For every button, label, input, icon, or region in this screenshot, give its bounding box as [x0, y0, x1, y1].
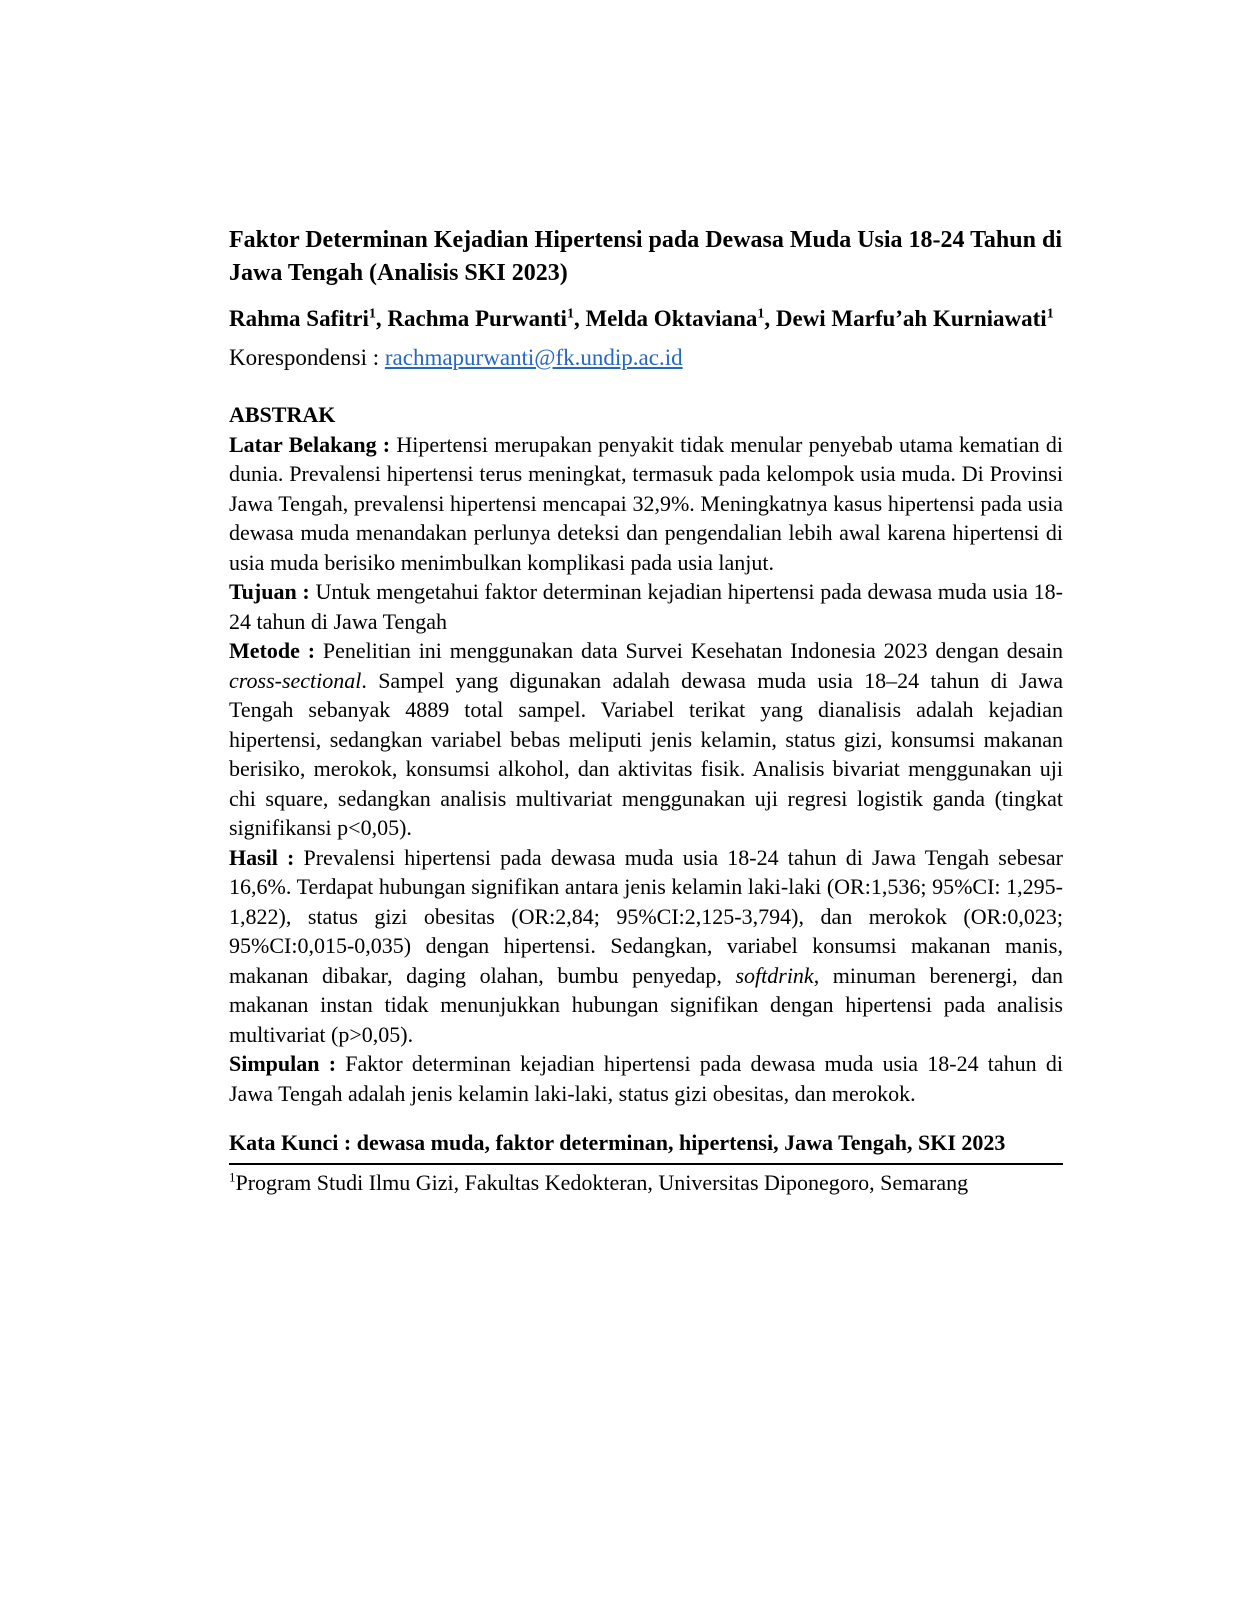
author-affiliation-superscript: 1	[757, 306, 765, 322]
abstract-heading: ABSTRAK	[229, 402, 336, 427]
section-text: . Sampel yang digunakan adalah dewasa muda usia 18–24 tahun di Jawa Tengah sebanyak 4889 total sampel. Variabel terikat yang dianalisis adalah kejadian hipertensi, sedangkan variabel bebas meliputi jenis kelamin, status gizi, konsumsi makanan berisiko, merokok, konsumsi alkohol, dan aktivitas fisik. Analisis bivariat menggunakan uji chi square, sedangkan analisis multivariat menggunakan uji regresi logistik ganda (tingkat signifikansi p<0,05).	[229, 667, 1063, 840]
correspondence-email-link[interactable]: rachmapurwanti@fk.undip.ac.id	[384, 345, 683, 370]
paper-title: Faktor Determinan Kejadian Hipertensi pada Dewasa Muda Usia 18-24 Tahun di Jawa Tengah (Analisis SKI 2023)	[229, 227, 1062, 286]
section-label: Simpulan :	[229, 1051, 346, 1076]
author-affiliation-superscript: 1	[1046, 306, 1054, 322]
section-text: Faktor determinan kejadian hipertensi pada dewasa muda usia 18-24 tahun di Jawa Tengah adalah jenis kelamin laki-laki, status gizi obesitas, dan merokok.	[229, 1051, 1063, 1106]
abstract-methods-paragraph	[229, 636, 1063, 843]
authors-line	[229, 304, 1063, 334]
section-text: Hipertensi merupakan penyakit tidak menular penyebab utama kematian di dunia. Prevalensi hipertensi terus meningkat, termasuk pada kelompok usia muda. Di Provinsi Jawa Tengah, prevalensi hipertensi mencapai 32,9%. Meningkatnya kasus hipertensi pada usia dewasa muda menandakan perlunya deteksi dan pengendalian lebih awal karena hipertensi di usia muda berisiko menimbulkan komplikasi pada usia lanjut.	[229, 431, 1063, 575]
footnote-separator	[229, 1163, 1063, 1165]
author-name: Dewi Marfu’ah Kurniawati	[775, 306, 1047, 331]
correspondence-line	[229, 343, 1063, 373]
section-text: Untuk mengetahui faktor determinan kejadian hipertensi pada dewasa muda usia 18-24 tahun di Jawa Tengah	[229, 579, 1063, 634]
page-content	[229, 224, 1063, 1197]
author-affiliation-superscript: 1	[368, 306, 376, 322]
section-label: Latar Belakang :	[229, 431, 397, 457]
section-label: Hasil :	[229, 844, 304, 870]
author-name: Melda Oktaviana	[585, 306, 758, 331]
section-label: Metode :	[229, 638, 323, 663]
footnote-text: Program Studi Ilmu Gizi, Fakultas Kedokteran, Universitas Diponegoro, Semarang	[235, 1170, 969, 1195]
abstract-background-paragraph	[229, 430, 1063, 578]
section-text: Prevalensi hipertensi pada dewasa muda usia 18-24 tahun di Jawa Tengah sebesar 16,6%. Terdapat hubungan signifikan antara jenis kelamin laki-laki (OR:1,536; 95%CI: 1,295-1,822), status gizi obesitas (OR:2,84; 95%CI:2,125-3,794), dan merokok (OR:0,023; 95%CI:0,015-0,035) dengan hipertensi. Sedangkan, variabel konsumsi makanan manis, makanan dibakar, daging olahan, bumbu penyedap,	[229, 844, 1063, 988]
section-label: Tujuan :	[229, 579, 316, 604]
footnote-superscript: 1	[229, 1169, 236, 1185]
italic-term: softdrink	[735, 962, 814, 988]
abstract-objective-paragraph	[229, 577, 1063, 636]
author	[387, 306, 585, 331]
author-separator: ,	[573, 306, 586, 331]
author	[585, 306, 775, 331]
affiliation-footnote	[229, 1168, 1063, 1197]
correspondence-label: Korespondensi :	[229, 345, 385, 370]
author-affiliation-superscript: 1	[566, 306, 574, 322]
section-text: Penelitian ini menggunakan data Survei Kesehatan Indonesia 2023 dengan desain	[322, 638, 1064, 663]
author-separator: ,	[764, 306, 776, 331]
section-text: , minuman berenergi, dan makanan instan tidak menunjukkan hubungan signifikan dengan hipertensi pada analisis multivariat (p>0,05).	[229, 962, 1064, 1047]
abstract-results-paragraph	[229, 843, 1063, 1050]
author	[229, 306, 387, 331]
author-name: Rahma Safitri	[229, 306, 369, 331]
keywords-line: Kata Kunci : dewasa muda, faktor determinan, hipertensi, Jawa Tengah, SKI 2023	[229, 1130, 1006, 1155]
author-name: Rachma Purwanti	[387, 306, 567, 331]
abstract-conclusion-paragraph	[229, 1049, 1063, 1108]
author-separator: ,	[375, 306, 388, 331]
author	[776, 306, 1054, 331]
italic-term: cross-sectional	[229, 667, 362, 693]
